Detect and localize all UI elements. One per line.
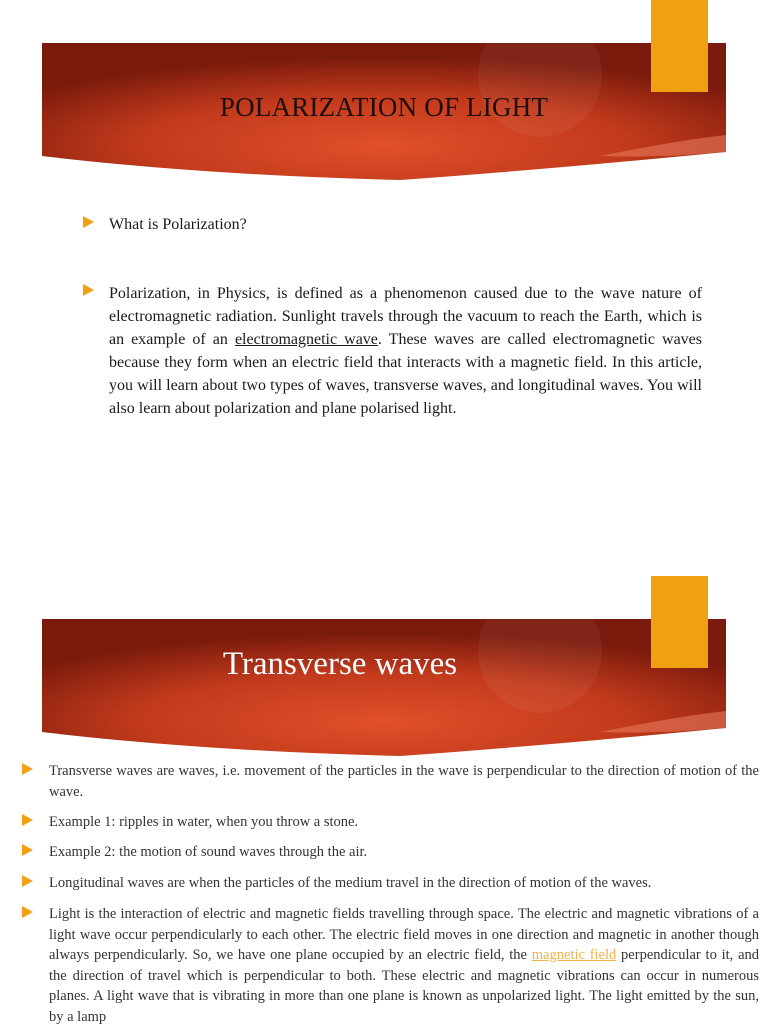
bullet-arrow-icon bbox=[22, 844, 33, 856]
bullet-arrow-icon bbox=[22, 763, 33, 775]
bullet-arrow-icon bbox=[22, 875, 33, 887]
slide-title: POLARIZATION OF LIGHT bbox=[219, 92, 549, 122]
light-text-part2: perpendicular to it, and the direction of travel which is perpendicular to both. These electric and magnetic vibrations can occur in numerous planes. A light wave that is vibrating in more than one plane is known as unpolarized light. The light emitted by the sun, by a lamp bbox=[49, 947, 760, 1024]
accent-block bbox=[651, 0, 708, 92]
light-text-part1: Light is the interaction of electric and magnetic fields travelling through space. The electric and magnetic vibrations of a light wave occur perpendicularly to each other. The electric field moves in one direction and magnetic in another though always perpendicularly. So, we have one plane occupied by an electric field, the bbox=[49, 906, 759, 963]
bullet-transverse-definition: Transverse waves are waves, i.e. movement of the particles in the wave is perpendicular to the direction of motion of the wave. bbox=[49, 763, 759, 800]
bullet-arrow-icon bbox=[22, 906, 33, 918]
magnetic-field-link[interactable]: magnetic field bbox=[531, 947, 617, 963]
bullet-example-1: Example 1: ripples in water, when you throw a stone. bbox=[49, 814, 359, 830]
bullet-arrow-icon bbox=[22, 814, 33, 826]
definition-text-part2: . These waves are called electromagnetic waves because they form when an electric field that interacts with a magnetic field. In this article, you will learn about two types of waves, transverse waves, and longitudinal waves. You will also learn about polarization and plane polarised light. bbox=[109, 331, 703, 417]
bullet-what-is-polarization: What is Polarization? bbox=[109, 216, 247, 233]
bullet-longitudinal: Longitudinal waves are when the particles of the medium travel in the direction of motion of the waves. bbox=[49, 875, 652, 891]
bullet-polarization-definition bbox=[109, 282, 702, 420]
bullet-light-interaction bbox=[49, 904, 759, 1024]
definition-text-part1: Polarization, in Physics, is defined as a phenomenon caused due to the wave nature of electromagnetic radiation. Sunlight travels through the vacuum to reach the Earth, which is an example of an bbox=[109, 285, 702, 348]
bullet-example-2: Example 2: the motion of sound waves through the air. bbox=[49, 844, 368, 860]
bullet-arrow-icon bbox=[83, 284, 94, 296]
bullet-arrow-icon bbox=[83, 216, 94, 228]
slide-title: Transverse waves bbox=[222, 646, 458, 682]
slide-2 bbox=[0, 576, 768, 1024]
electromagnetic-wave-link[interactable]: electromagnetic wave bbox=[234, 331, 378, 348]
